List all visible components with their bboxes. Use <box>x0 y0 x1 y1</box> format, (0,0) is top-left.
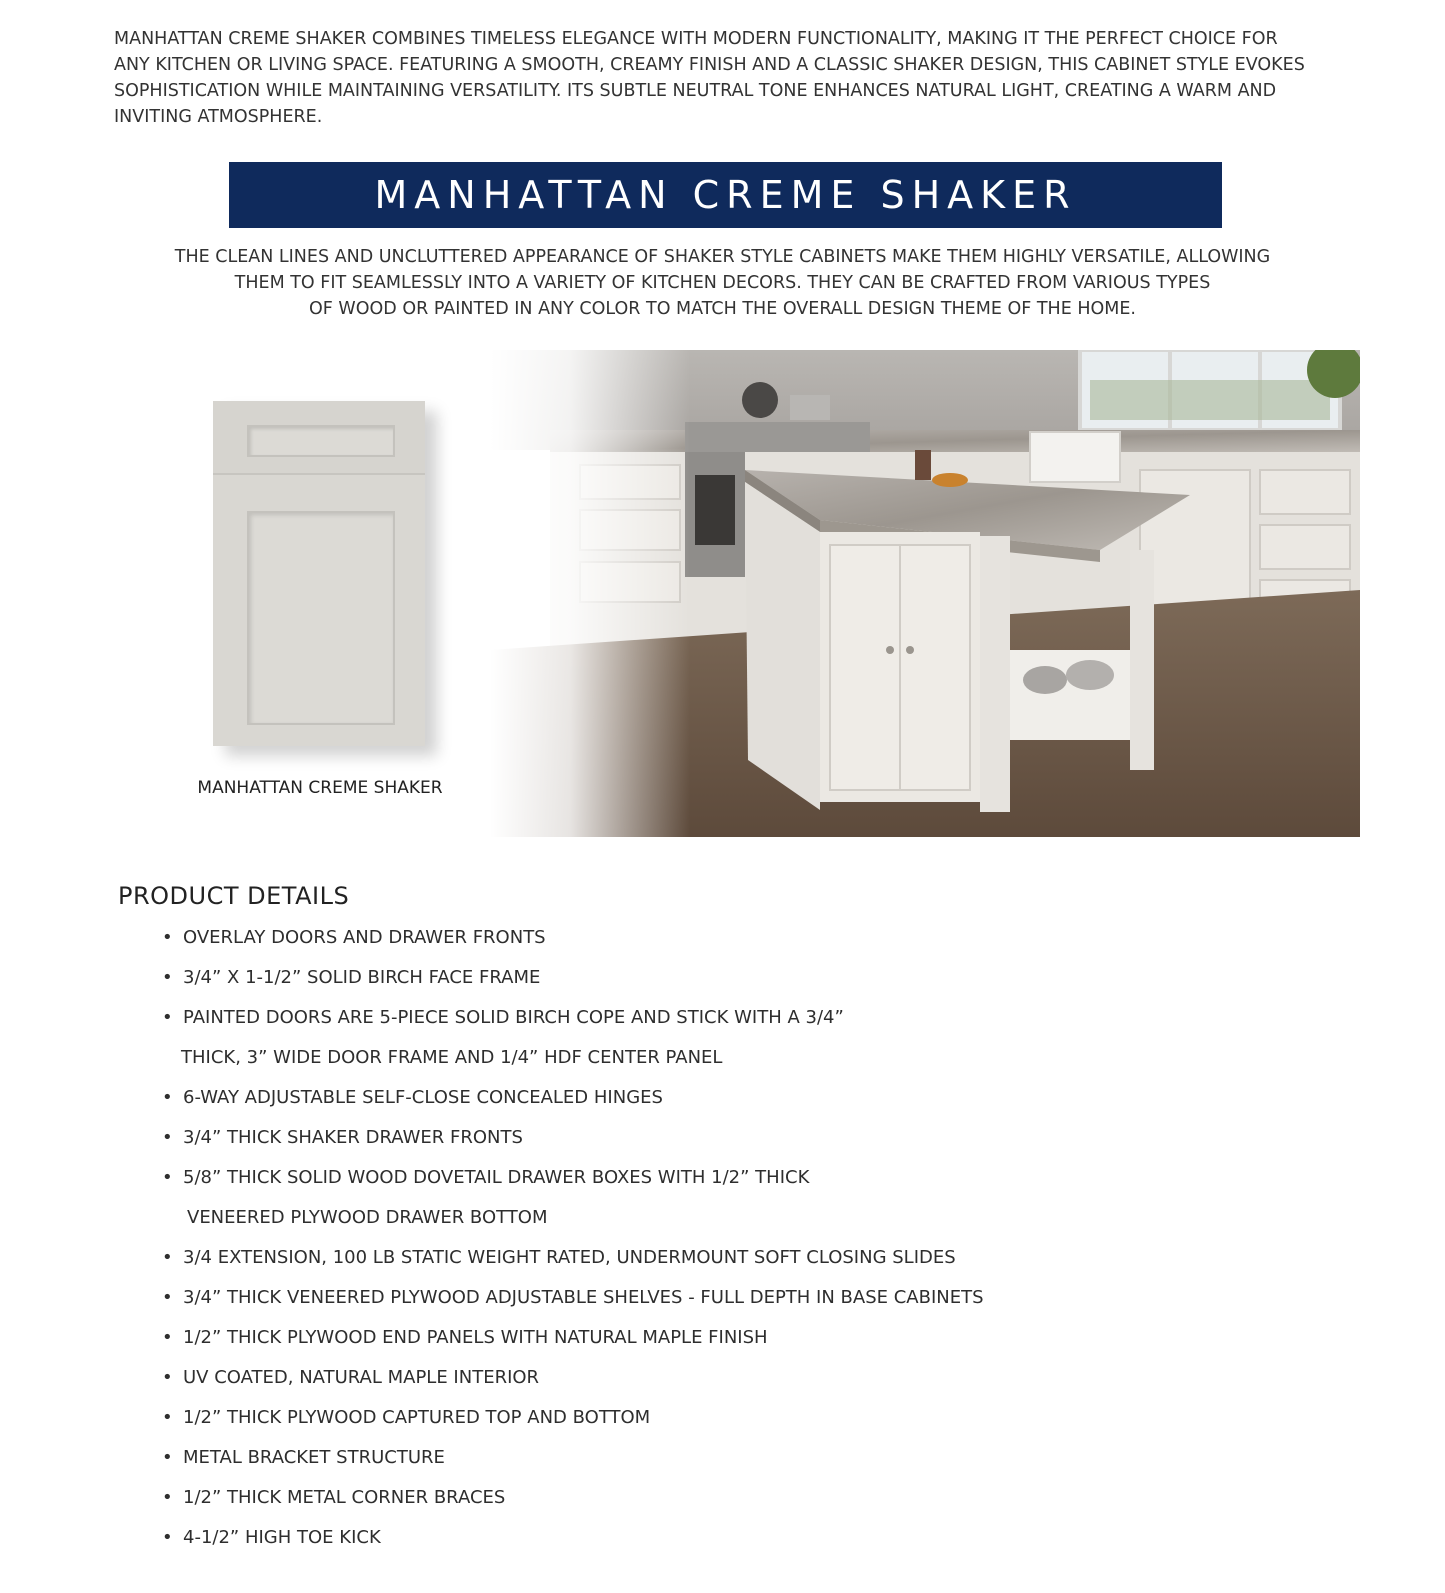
list-item: • OVERLAY DOORS AND DRAWER FRONTS <box>162 918 1262 958</box>
bullet-icon: • <box>162 1527 173 1548</box>
bullet-icon: • <box>162 927 173 948</box>
list-item-continuation: THICK, 3” WIDE DOOR FRAME AND 1/4” HDF CENTER PANEL <box>181 1047 723 1068</box>
list-item: • METAL BRACKET STRUCTURE <box>162 1438 1262 1478</box>
island-side <box>745 482 820 810</box>
list-item: • UV COATED, NATURAL MAPLE INTERIOR <box>162 1358 1262 1398</box>
door-swatch-image <box>213 401 425 746</box>
list-item: • PAINTED DOORS ARE 5-PIECE SOLID BIRCH COPE AND STICK WITH A 3/4” THICK, 3” WIDE DOOR FRAME AND 1/4” HDF CENTER PANEL <box>162 998 1262 1078</box>
product-details-list <box>162 918 1262 1558</box>
bullet-icon: • <box>162 967 173 988</box>
cooktop <box>685 422 870 452</box>
page-title: MANHATTAN CREME SHAKER <box>229 162 1222 228</box>
bullet-icon: • <box>162 1007 173 1028</box>
bullet-icon: • <box>162 1327 173 1348</box>
subintro-line: THEM TO FIT SEAMLESSLY INTO A VARIETY OF KITCHEN DECORS. THEY CAN BE CRAFTED FROM VARIOUS TYPES <box>234 273 1211 293</box>
intro-paragraph <box>114 26 1354 130</box>
island-post <box>980 536 1010 812</box>
list-item: • 1/2” THICK METAL CORNER BRACES <box>162 1478 1262 1518</box>
bullet-icon: • <box>162 1407 173 1428</box>
list-item: • 6-WAY ADJUSTABLE SELF-CLOSE CONCEALED HINGES <box>162 1078 1262 1118</box>
product-details-heading: PRODUCT DETAILS <box>118 882 350 910</box>
intro-line: ANY KITCHEN OR LIVING SPACE. FEATURING A SMOOTH, CREAMY FINISH AND A CLASSIC SHAKER DESIGN, THIS CABINET STYLE EVOKES <box>114 55 1305 75</box>
list-item: • 1/2” THICK PLYWOOD CAPTURED TOP AND BOTTOM <box>162 1398 1262 1438</box>
list-item: • 3/4” THICK VENEERED PLYWOOD ADJUSTABLE SHELVES - FULL DEPTH IN BASE CABINETS <box>162 1278 1262 1318</box>
intro-line: SOPHISTICATION WHILE MAINTAINING VERSATILITY. ITS SUBTLE NEUTRAL TONE ENHANCES NATURAL LIGHT, CREATING A WARM AND <box>114 81 1277 101</box>
bullet-icon: • <box>162 1287 173 1308</box>
vase <box>915 450 931 480</box>
open-shelf <box>1010 650 1130 740</box>
list-item: • 3/4” THICK SHAKER DRAWER FRONTS <box>162 1118 1262 1158</box>
bullet-icon: • <box>162 1087 173 1108</box>
subintro-paragraph <box>100 244 1345 322</box>
intro-line: MANHATTAN CREME SHAKER COMBINES TIMELESS ELEGANCE WITH MODERN FUNCTIONALITY, MAKING IT THE PERFECT CHOICE FOR <box>114 29 1278 49</box>
subintro-line: THE CLEAN LINES AND UNCLUTTERED APPEARANCE OF SHAKER STYLE CABINETS MAKE THEM HIGHLY VERSATILE, ALLOWING <box>174 247 1271 267</box>
bullet-icon: • <box>162 1167 173 1188</box>
pot <box>742 382 778 418</box>
island-leg <box>1130 550 1154 770</box>
bullet-icon: • <box>162 1487 173 1508</box>
list-item: • 5/8” THICK SOLID WOOD DOVETAIL DRAWER BOXES WITH 1/2” THICK VENEERED PLYWOOD DRAWER BOTTOM <box>162 1158 1262 1238</box>
bullet-icon: • <box>162 1247 173 1268</box>
list-item-continuation: VENEERED PLYWOOD DRAWER BOTTOM <box>187 1207 548 1228</box>
bullet-icon: • <box>162 1367 173 1388</box>
list-item: • 4-1/2” HIGH TOE KICK <box>162 1518 1262 1558</box>
subintro-line: OF WOOD OR PAINTED IN ANY COLOR TO MATCH THE OVERALL DESIGN THEME OF THE HOME. <box>309 299 1136 319</box>
bowl <box>932 473 968 487</box>
swatch-caption: MANHATTAN CREME SHAKER <box>197 778 443 798</box>
sink <box>1030 432 1120 482</box>
drawer-inset-panel <box>247 425 395 457</box>
drawer-front <box>213 401 425 475</box>
door-center-panel <box>247 511 395 725</box>
bullet-icon: • <box>162 1447 173 1468</box>
cookware <box>1023 666 1067 694</box>
bullet-icon: • <box>162 1127 173 1148</box>
saucepan <box>790 395 830 420</box>
kitchen-photo <box>490 350 1360 837</box>
image-fade <box>490 350 690 837</box>
intro-line: INVITING ATMOSPHERE. <box>114 107 323 127</box>
list-item: • 3/4” X 1-1/2” SOLID BIRCH FACE FRAME <box>162 958 1262 998</box>
list-item: • 3/4 EXTENSION, 100 LB STATIC WEIGHT RATED, UNDERMOUNT SOFT CLOSING SLIDES <box>162 1238 1262 1278</box>
list-item: • 1/2” THICK PLYWOOD END PANELS WITH NATURAL MAPLE FINISH <box>162 1318 1262 1358</box>
